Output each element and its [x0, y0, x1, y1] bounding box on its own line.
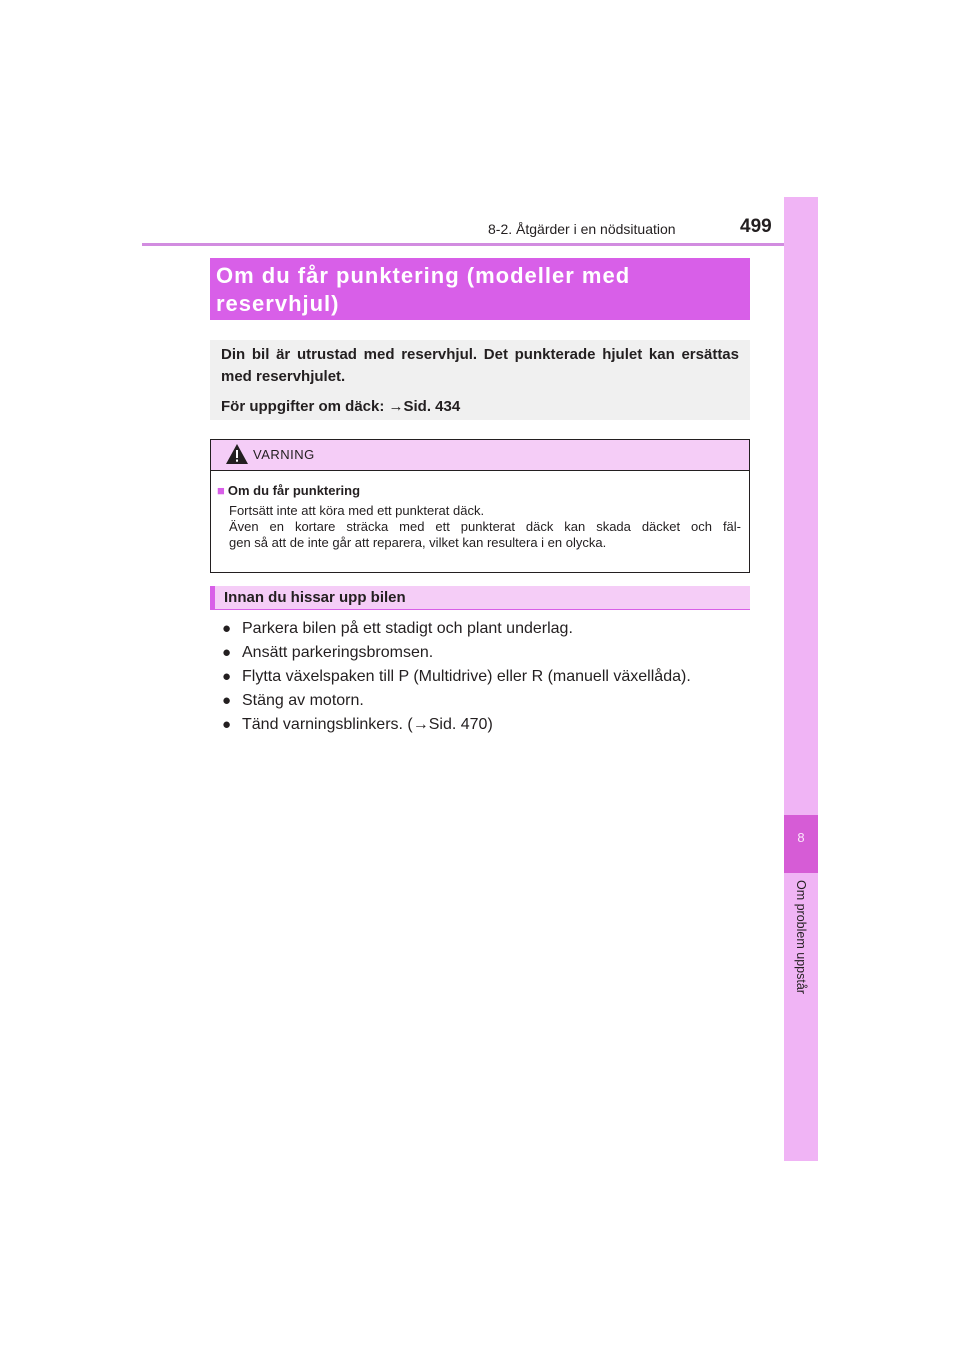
warning-line: Fortsätt inte att köra med ett punkterat däck.	[229, 503, 485, 518]
subsection-heading-text: Innan du hissar upp bilen	[224, 589, 406, 606]
page-number: 499	[740, 216, 772, 237]
list-item: ● Flytta växelspaken till P (Multidrive) eller R (manuell växellåda).	[222, 665, 762, 689]
warning-header	[211, 440, 749, 471]
bullet-dot-icon: ●	[222, 620, 232, 637]
warning-box	[210, 439, 750, 573]
bullet-dot-icon: ●	[222, 716, 232, 733]
header-divider	[142, 243, 818, 246]
chapter-number: 8	[797, 830, 805, 845]
list-item: ● Tänd varningsblinkers. (→Sid. 470)	[222, 713, 762, 737]
warning-line: gen så att de inte går att reparera, vilket kan resultera i en olycka.	[229, 535, 607, 550]
square-bullet-icon: ■	[217, 483, 225, 498]
warning-subheading: Om du får punktering	[227, 483, 361, 498]
warning-triangle-icon	[225, 443, 249, 465]
chapter-label: Om problem uppstår	[794, 880, 808, 994]
title-line-1: Om du får punktering (modeller med	[216, 263, 631, 288]
bullet-dot-icon: ●	[222, 668, 232, 685]
list-item: ● Stäng av motorn.	[222, 689, 762, 713]
warning-label: VARNING	[253, 447, 315, 462]
intro-text: Din bil är utrustad med reservhjul. Det punkterade hjulet kan ersättas med reservhjulet.	[221, 346, 739, 385]
intro-box	[210, 340, 750, 420]
warning-line: Även en kortare sträcka med ett punkterat däck kan skada däcket och fäl-	[229, 519, 741, 534]
page-title	[210, 258, 750, 320]
list-item: ● Parkera bilen på ett stadigt och plant underlag.	[222, 617, 762, 641]
intro-reference: För uppgifter om däck: →Sid. 434	[221, 398, 461, 415]
bullet-dot-icon: ●	[222, 692, 232, 709]
bullet-list	[222, 617, 762, 737]
list-item: ● Ansätt parkeringsbromsen.	[222, 641, 762, 665]
subsection-heading	[210, 586, 750, 610]
warning-body	[211, 471, 749, 551]
section-title: 8-2. Åtgärder i en nödsituation	[488, 221, 676, 237]
title-line-2: reservhjul)	[216, 291, 340, 316]
bullet-dot-icon: ●	[222, 644, 232, 661]
